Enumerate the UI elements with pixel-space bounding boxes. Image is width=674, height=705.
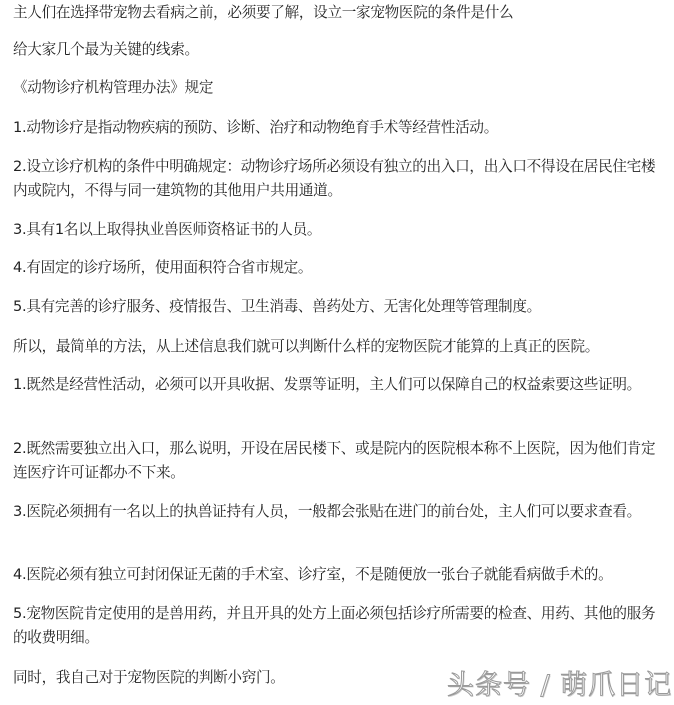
paragraph-rule-3: 3.具有1名以上取得执业兽医师资格证书的人员。	[13, 221, 322, 238]
watermark: 头条号 / 萌爪日记	[447, 670, 673, 701]
paragraph-rule-5: 5.具有完善的诊疗服务、疫情报告、卫生消毒、兽药处方、无害化处理等管理制度。	[13, 298, 541, 315]
paragraph-rule-4: 4.有固定的诊疗场所，使用面积符合省市规定。	[13, 259, 313, 276]
paragraph-tip-5: 5.宠物医院肯定使用的是兽用药，并且开具的处方上面必须包括诊疗所需要的检查、用药、其他的服务的收费明细。	[13, 605, 656, 646]
paragraph-rule-2: 2.设立诊疗机构的条件中明确规定：动物诊疗场所必须设有独立的出入口，出入口不得设在居民住宅楼内或院内，不得与同一建筑物的其他用户共用通道。	[13, 158, 656, 199]
paragraph-tip-2: 2.既然需要独立出入口，那么说明，开设在居民楼下、或是院内的医院根本称不上医院，因为他们肯定连医疗许可证都办不下来。	[13, 440, 656, 481]
paragraph-closing: 同时，我自己对于宠物医院的判断小窍门。	[13, 669, 285, 686]
paragraph-summary: 所以，最简单的方法，从上述信息我们就可以判断什么样的宠物医院才能算的上真正的医院。	[13, 338, 600, 355]
paragraph-regulation-title: 《动物诊疗机构管理办法》规定	[13, 79, 214, 96]
paragraph-tip-1: 1.既然是经营性活动，必须可以开具收据、发票等证明，主人们可以保障自己的权益索要这些证明。	[13, 376, 641, 393]
paragraph-rule-1: 1.动物诊疗是指动物疾病的预防、诊断、治疗和动物绝育手术等经营性活动。	[13, 119, 499, 136]
paragraph-tip-3: 3.医院必须拥有一名以上的执兽证持有人员，一般都会张贴在进门的前台处，主人们可以要求查看。	[13, 503, 641, 520]
paragraph-clues: 给大家几个最为关键的线索。	[13, 41, 199, 58]
paragraph-tip-4: 4.医院必须有独立可封闭保证无菌的手术室、诊疗室，不是随便放一张台子就能看病做手术的。	[13, 566, 613, 583]
paragraph-intro: 主人们在选择带宠物去看病之前，必须要了解，设立一家宠物医院的条件是什么	[13, 4, 514, 21]
